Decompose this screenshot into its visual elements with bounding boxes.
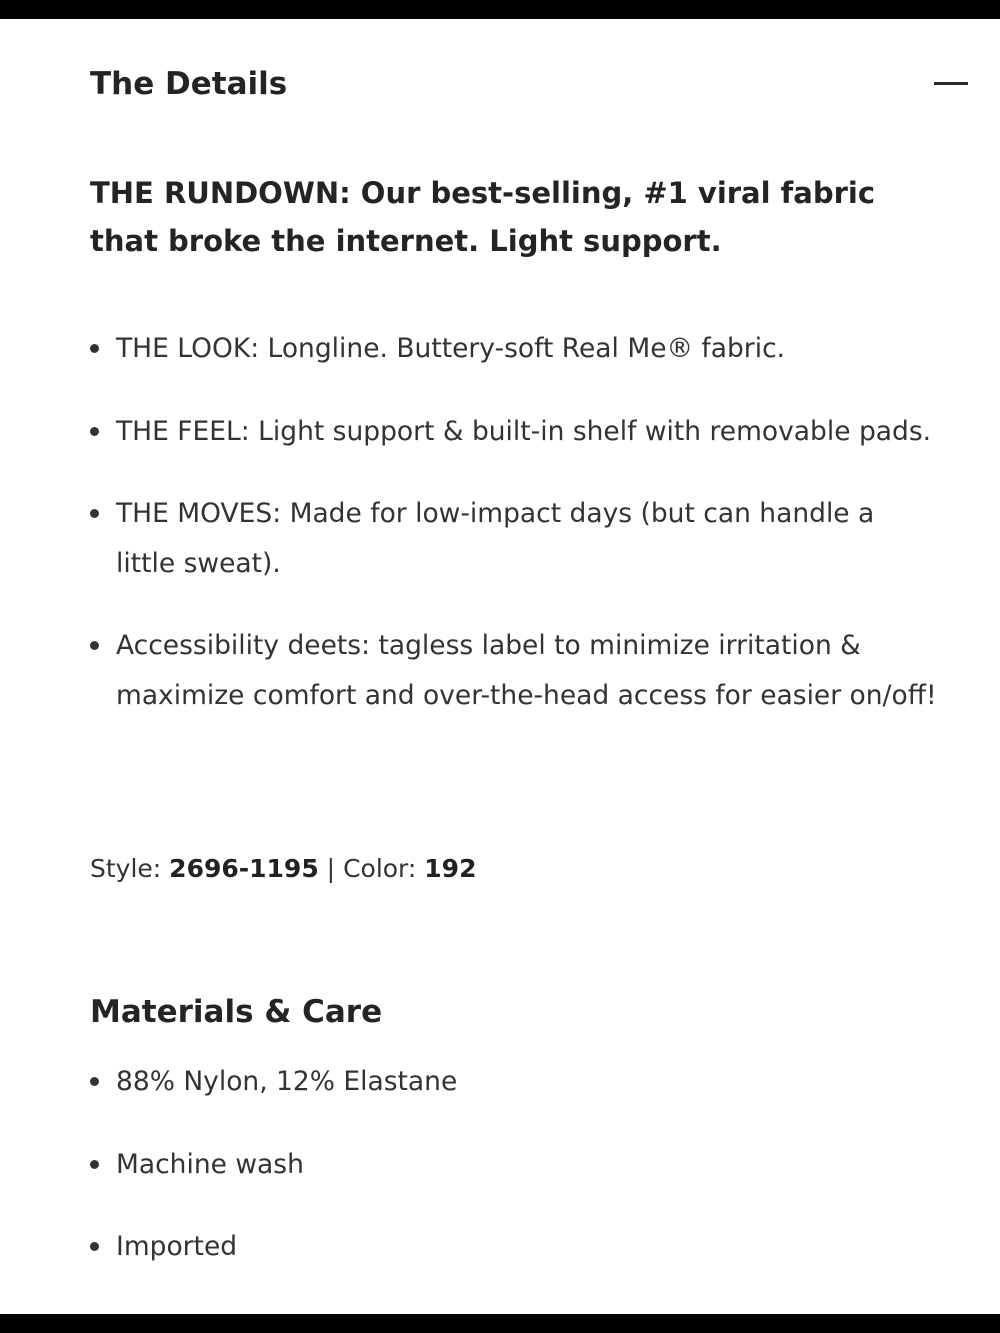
list-item (90, 1222, 940, 1272)
separator: | (326, 854, 336, 883)
bullet-dot (90, 427, 99, 436)
bullet-dot (90, 344, 99, 353)
style-label: Style: (90, 854, 162, 883)
details-accordion-header[interactable] (90, 64, 980, 104)
rundown-text: THE RUNDOWN: Our best-selling, #1 viral fabric that broke the internet. Light support. (90, 176, 876, 258)
list-item (90, 1057, 940, 1107)
list-item (90, 489, 940, 588)
color-value: 192 (424, 854, 477, 883)
bullet-dot (90, 1077, 99, 1086)
list-item (90, 621, 940, 720)
list-item (90, 1140, 940, 1190)
minus-icon-bar (934, 82, 968, 85)
color-label: Color: (343, 854, 417, 883)
bullet-text: THE MOVES: Made for low-impact days (but can handle a little sweat). (116, 498, 875, 579)
minus-icon[interactable] (934, 74, 968, 94)
list-item (90, 324, 940, 374)
bullet-text: THE FEEL: Light support & built-in shelf with removable pads. (116, 415, 932, 447)
style-value: 2696-1195 (169, 854, 319, 883)
materials-bullet-list (90, 1057, 940, 1305)
bullet-text: THE LOOK: Longline. Buttery-soft Real Me® fabric. (116, 333, 786, 364)
bullet-dot (90, 1160, 99, 1169)
style-color-line (90, 851, 476, 887)
product-details-panel (0, 19, 1000, 1314)
bullet-dot (90, 641, 99, 650)
list-item (90, 407, 940, 457)
bullet-text: Machine wash (116, 1148, 304, 1180)
bullet-dot (90, 1242, 99, 1251)
bullet-dot (90, 509, 99, 518)
bullet-text: 88% Nylon, 12% Elastane (116, 1066, 458, 1097)
details-title: The Details (90, 66, 288, 102)
materials-title: Materials & Care (90, 994, 383, 1030)
bullet-text: Imported (116, 1231, 238, 1262)
bullet-text: Accessibility deets: tagless label to minimize irritation & maximize comfort and over-the-head access for easier on/off! (116, 630, 937, 711)
details-bullet-list (90, 324, 940, 753)
